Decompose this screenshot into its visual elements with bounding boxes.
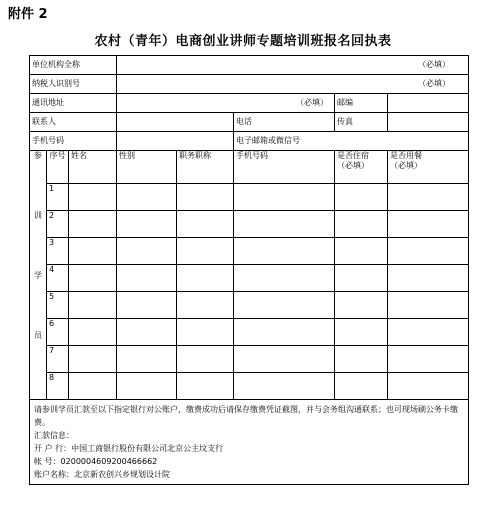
participant-row-3 [30, 238, 469, 265]
payment-info [30, 400, 469, 485]
participant-row-8 [30, 373, 469, 400]
required-note: （必填） [296, 98, 329, 107]
registration-form-table [29, 55, 469, 485]
row-index: 8 [47, 373, 69, 400]
position-field[interactable] [177, 292, 234, 319]
position-field[interactable] [177, 373, 234, 400]
header-gender: 性别 [117, 151, 177, 184]
unit-name-field[interactable] [117, 56, 469, 75]
postcode-label: 邮编 [335, 94, 388, 113]
position-field[interactable] [177, 184, 234, 211]
row-address [30, 94, 469, 113]
mobile-field[interactable] [234, 373, 335, 400]
gender-field[interactable] [117, 265, 177, 292]
side-char: 员 [34, 331, 42, 340]
side-char: 学 [34, 271, 42, 280]
account-line [34, 455, 464, 468]
name-field[interactable] [69, 292, 117, 319]
name-field[interactable] [69, 265, 117, 292]
position-field[interactable] [177, 319, 234, 346]
fax-field[interactable] [388, 113, 469, 132]
address-field[interactable] [117, 94, 335, 113]
participant-row-1 [30, 184, 469, 211]
side-char: 训 [34, 211, 42, 220]
account-name-value: 北京新农创兴乡规划设计院 [74, 470, 170, 479]
fax-label: 传真 [335, 113, 388, 132]
participants-side-label [30, 151, 47, 400]
row-mobile [30, 132, 469, 151]
mobile-field[interactable] [234, 184, 335, 211]
header-dining-label: 是否用餐 [390, 151, 423, 160]
header-position: 职务职称 [177, 151, 234, 184]
lodging-field[interactable] [335, 292, 388, 319]
annex-label: 附件 2 [8, 7, 48, 22]
gender-field[interactable] [117, 373, 177, 400]
header-dining [388, 151, 469, 184]
position-field[interactable] [177, 265, 234, 292]
required-note: （必填） [390, 161, 423, 170]
name-field[interactable] [69, 184, 117, 211]
dining-field[interactable] [388, 373, 469, 400]
bank-label: 开 户 行： [34, 444, 72, 453]
participant-row-7 [30, 346, 469, 373]
email-wechat-label: 电子邮箱或微信号 [236, 136, 301, 145]
mobile-field[interactable] [234, 238, 335, 265]
header-lodging-label: 是否住宿 [337, 151, 370, 160]
bank-line [34, 442, 464, 455]
taxpayer-id-field[interactable] [117, 75, 469, 94]
row-index: 7 [47, 346, 69, 373]
gender-field[interactable] [117, 319, 177, 346]
dining-field[interactable] [388, 292, 469, 319]
mobile-label: 手机号码 [30, 132, 117, 151]
postcode-field[interactable] [388, 94, 469, 113]
row-contact [30, 113, 469, 132]
name-field[interactable] [69, 319, 117, 346]
mobile-field[interactable] [234, 346, 335, 373]
gender-field[interactable] [117, 184, 177, 211]
unit-name-label: 单位机构全称 [30, 56, 117, 75]
header-lodging [335, 151, 388, 184]
taxpayer-id-label: 纳税人识别号 [30, 75, 117, 94]
account-name-label: 账户名称： [34, 470, 74, 479]
row-index: 5 [47, 292, 69, 319]
participants-header-row [30, 151, 469, 184]
name-field[interactable] [69, 238, 117, 265]
lodging-field[interactable] [335, 211, 388, 238]
contact-label: 联系人 [30, 113, 117, 132]
row-index: 6 [47, 319, 69, 346]
row-index: 1 [47, 184, 69, 211]
side-char: 参 [34, 151, 42, 160]
header-name: 姓名 [69, 151, 117, 184]
gender-field[interactable] [117, 211, 177, 238]
dining-field[interactable] [388, 211, 469, 238]
mobile-field[interactable] [234, 265, 335, 292]
row-index: 2 [47, 211, 69, 238]
lodging-field[interactable] [335, 373, 388, 400]
remit-title: 汇款信息： [34, 431, 74, 440]
row-index: 4 [47, 265, 69, 292]
mobile-field[interactable] [234, 319, 335, 346]
participant-row-2 [30, 211, 469, 238]
dining-field[interactable] [388, 319, 469, 346]
gender-field[interactable] [117, 346, 177, 373]
name-field[interactable] [69, 346, 117, 373]
dining-field[interactable] [388, 346, 469, 373]
lodging-field[interactable] [335, 319, 388, 346]
mobile-field[interactable] [234, 292, 335, 319]
position-field[interactable] [177, 238, 234, 265]
header-index: 序号 [47, 151, 69, 184]
address-label: 通讯地址 [30, 94, 117, 113]
required-note: （必填） [418, 79, 451, 88]
dining-field[interactable] [388, 238, 469, 265]
lodging-field[interactable] [335, 346, 388, 373]
mobile-field[interactable] [234, 211, 335, 238]
row-index: 3 [47, 238, 69, 265]
header-mobile: 手机号码 [234, 151, 335, 184]
form-title: 农村（青年）电商创业讲师专题培训班报名回执表 [94, 34, 392, 49]
email-wechat-cell[interactable] [234, 132, 469, 151]
participant-row-4 [30, 265, 469, 292]
account-label: 帐 号： [34, 457, 61, 466]
phone-cell[interactable] [234, 113, 335, 132]
payment-info-row [30, 400, 469, 485]
phone-label: 电话 [236, 117, 253, 126]
position-field[interactable] [177, 346, 234, 373]
name-field[interactable] [69, 211, 117, 238]
row-unit-name [30, 56, 469, 75]
mobile-field[interactable] [117, 132, 234, 151]
gender-field[interactable] [117, 292, 177, 319]
lodging-field[interactable] [335, 184, 388, 211]
required-note: （必填） [418, 60, 451, 69]
contact-field[interactable] [117, 113, 234, 132]
bank-value: 中国工商银行股份有限公司北京公主坟支行 [71, 444, 224, 453]
name-field[interactable] [69, 373, 117, 400]
row-taxpayer-id [30, 75, 469, 94]
dining-field[interactable] [388, 184, 469, 211]
participant-row-6 [30, 319, 469, 346]
position-field[interactable] [177, 211, 234, 238]
gender-field[interactable] [117, 238, 177, 265]
dining-field[interactable] [388, 265, 469, 292]
lodging-field[interactable] [335, 238, 388, 265]
required-note: （必填） [337, 161, 370, 170]
lodging-field[interactable] [335, 265, 388, 292]
account-name-line [34, 468, 464, 481]
account-value: 0200004609200466662 [60, 457, 158, 466]
participant-row-5 [30, 292, 469, 319]
payment-notice: 请参训学员汇款至以下指定银行对公账户，缴费成功后请保存缴费凭证截图，并与会务组沟通联系；也可现场刷公务卡缴费。 [34, 405, 458, 427]
